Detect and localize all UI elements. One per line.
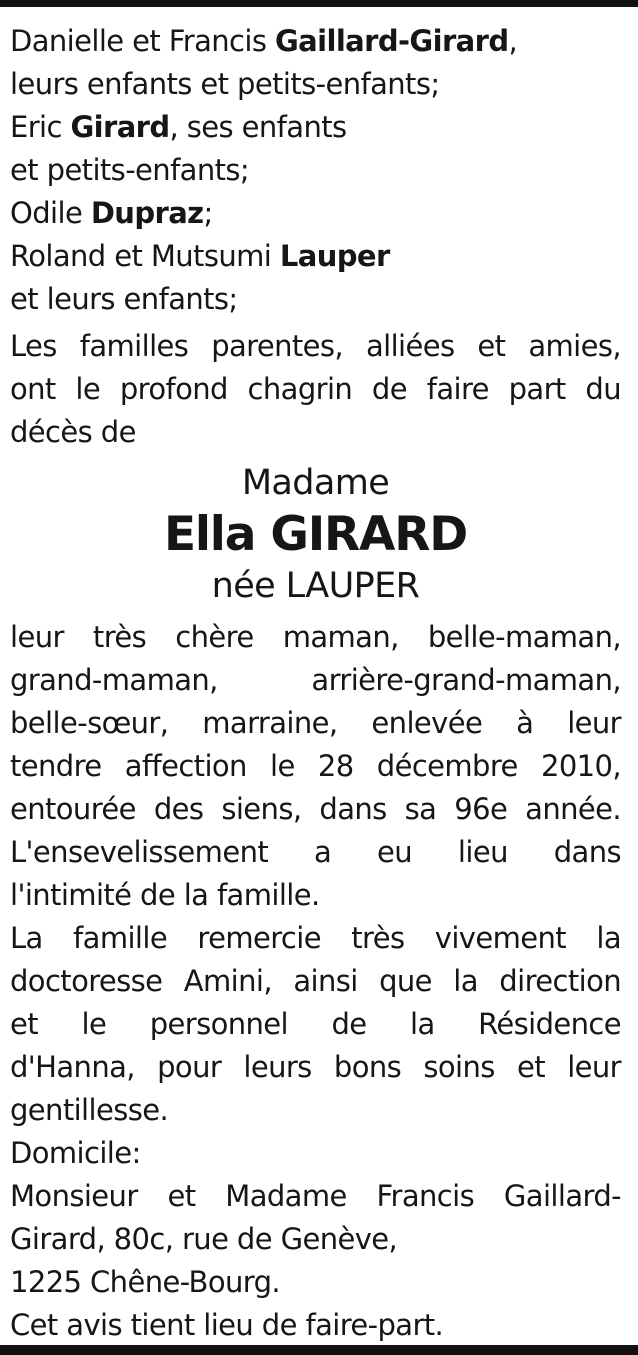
body-line: leur très chère maman, belle-maman,: [10, 620, 621, 654]
top-rule: [0, 0, 638, 7]
body-line: entourée des siens, dans sa 96e année.: [10, 792, 621, 826]
intro-line: Les familles parentes, alliées et amies,: [10, 329, 621, 363]
intro-line: ont le profond chagrin de faire part du: [10, 372, 621, 406]
family-line: et petits-enfants;: [10, 153, 250, 187]
address-line: Monsieur et Madame Francis Gaillard-: [10, 1179, 621, 1213]
body-line: belle-sœur, marraine, enlevée à leur: [10, 706, 621, 740]
body-line: grand-maman, arrière-grand-maman,: [10, 663, 621, 697]
body-line: gentillesse.: [10, 1093, 169, 1127]
family-line: leurs enfants et petits-enfants;: [10, 67, 440, 101]
body-line: doctoresse Amini, ainsi que la direction: [10, 964, 621, 998]
intro-paragraph: [10, 325, 621, 454]
family-line: Roland et Mutsumi Lauper: [10, 239, 390, 273]
body-line: d'Hanna, pour leurs bons soins et leur: [10, 1050, 621, 1084]
family-line: Eric Girard, ses enfants: [10, 110, 347, 144]
family-line: et leurs enfants;: [10, 282, 238, 316]
body-line: L'ensevelissement a eu lieu dans: [10, 835, 621, 869]
bottom-rule: [0, 1345, 638, 1355]
address-line: Girard, 80c, rue de Genève,: [10, 1222, 398, 1256]
closing-line: Cet avis tient lieu de faire-part.: [10, 1308, 444, 1342]
domicile-label: Domicile:: [10, 1136, 141, 1170]
body-line: l'intimité de la famille.: [10, 878, 320, 912]
deceased-block: [10, 460, 621, 610]
address-line: 1225 Chêne-Bourg.: [10, 1265, 281, 1299]
family-list: [10, 20, 621, 321]
body-line: et le personnel de la Résidence: [10, 1007, 621, 1041]
obituary-notice: [10, 20, 621, 1347]
intro-line: décès de: [10, 415, 136, 449]
family-line: Danielle et Francis Gaillard-Girard,: [10, 24, 518, 58]
deceased-maiden-name: née LAUPER: [211, 566, 420, 606]
body-line: tendre affection le 28 décembre 2010,: [10, 749, 621, 783]
notice-body: [10, 616, 621, 1347]
body-line: La famille remercie très vivement la: [10, 921, 621, 955]
deceased-title: Madame: [241, 463, 390, 503]
family-line: Odile Dupraz;: [10, 196, 213, 230]
deceased-name: Ella GIRARD: [163, 507, 468, 562]
